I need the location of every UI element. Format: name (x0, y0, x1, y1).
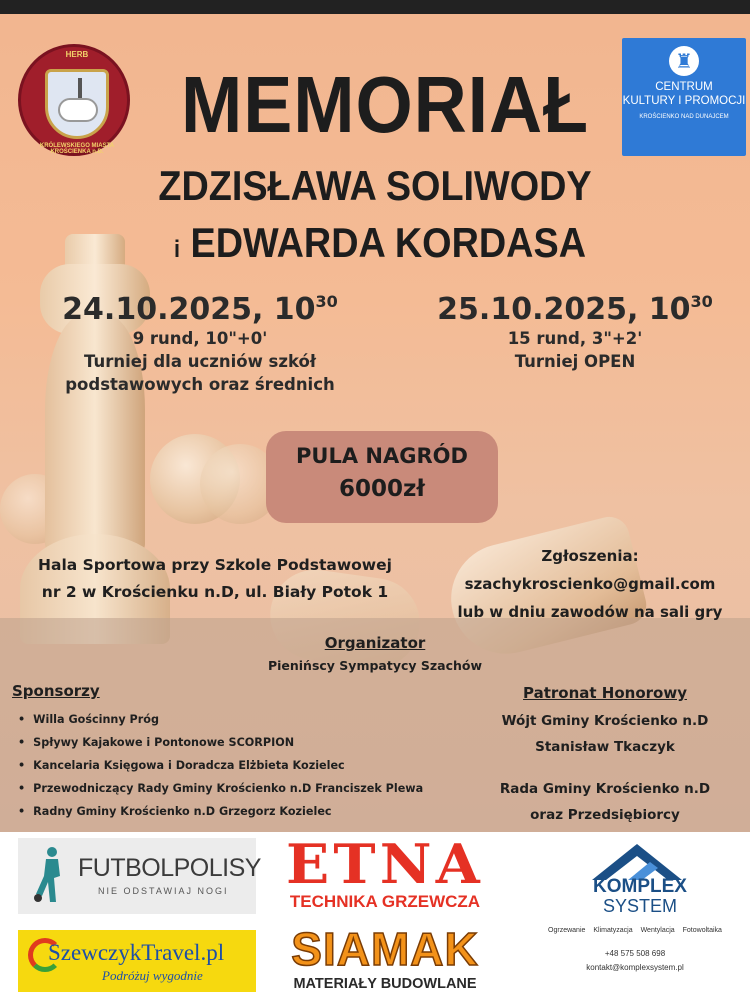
etna-sub: TECHNIKA GRZEWCZA (289, 892, 481, 911)
patronage-line: Rada Gminy Krościenko n.D (499, 781, 711, 797)
patronage-line: oraz Przedsiębiorcy (530, 807, 680, 823)
prize-pool-box (266, 431, 498, 523)
sponsors-list (18, 708, 423, 823)
patronage-council (470, 776, 740, 828)
title-name2 (164, 219, 596, 267)
patronage-heading: Patronat Honorowy (523, 684, 687, 702)
komplex-sub: SYSTEM (602, 896, 677, 916)
event-day1 (10, 292, 390, 396)
travel-sub: Podróżuj wygodnie (102, 968, 203, 983)
venue-line: Hala Sportowa przy Szkole Podstawowej (38, 556, 392, 574)
organizer-heading: Organizator (324, 634, 426, 652)
event-time-minutes: 30 (690, 292, 713, 311)
crest-ring-text: KRÓLEWSKIEGO MIASTA KROŚCIENKA n.D. (39, 143, 115, 155)
registration-info (440, 542, 740, 626)
town-crest-logo (18, 44, 130, 156)
list-item: • Spływy Kajakowe i Pontonowe SCORPION (18, 731, 423, 754)
event-desc: Turniej OPEN (514, 352, 636, 371)
top-bar (0, 0, 750, 14)
komplex-name: KOMPLEX (593, 876, 687, 897)
komplex-services: Ogrzewanie Klimatyzacja Wentylacja Fotowoltaika (548, 927, 722, 934)
list-item: • Kancelaria Księgowa i Doradcza Elżbieta Kozielec (18, 754, 423, 777)
title-conjunction: i (173, 236, 180, 263)
list-item: • Radny Gminy Krościenko n.D Grzegorz Kozielec (18, 800, 423, 823)
title-name2-text: EDWARDA KORDASA (190, 219, 587, 266)
title-name1: ZDZISŁAWA SOLIWODY (158, 162, 592, 209)
crest-top-text: HERB (65, 50, 89, 59)
event-desc: podstawowych oraz średnich (65, 375, 335, 394)
sponsor-logos-strip (0, 832, 750, 1000)
prize-label: PULA NAGRÓD (296, 444, 468, 468)
centrum-sub: KROŚCIENKO NAD DUNAJCEM (639, 114, 729, 120)
event-format: 9 rund, 10"+0' (132, 329, 268, 348)
poster (0, 14, 750, 832)
event-format: 15 rund, 3"+2' (507, 329, 643, 348)
centrum-line2: KULTURY I PROMOCJI (622, 95, 746, 107)
futbolpolisy-logo (18, 838, 261, 914)
patronage-line: Wójt Gminy Krościenko n.D (501, 713, 709, 729)
event-day2 (405, 292, 745, 373)
sponsors-heading: Sponsorzy (12, 682, 100, 700)
title-memorial: MEMORIAŁ (180, 60, 590, 149)
organizer-name: Pienińscy Sympatycy Szachów (267, 658, 483, 673)
futbol-sub: NIE ODSTAWIAJ NOGI (98, 886, 229, 896)
komplex-email[interactable]: kontakt@komplexsystem.pl (586, 963, 684, 972)
etna-logo: ETNA (285, 832, 485, 896)
futbol-name: FUTBOLPOLISY (78, 854, 261, 882)
komplex-phone: +48 575 508 698 (604, 949, 666, 958)
travel-name: SzewczykTravel.pl (48, 940, 225, 965)
event-date-text: 25.10.2025, 10 (437, 292, 691, 327)
centrum-kultury-logo (622, 38, 746, 156)
centrum-line1: CENTRUM (655, 81, 713, 93)
event-desc: Turniej dla uczniów szkół (84, 352, 316, 371)
siamak-sub: MATERIAŁY BUDOWLANE (293, 976, 477, 992)
szewczyk-travel-logo (18, 930, 256, 992)
event-date (405, 292, 745, 327)
lamb-icon (58, 98, 98, 122)
venue-address (10, 552, 420, 606)
footballer-icon (32, 846, 66, 904)
registration-email[interactable]: szachykroscienko@gmail.com (464, 575, 716, 593)
event-time-minutes: 30 (315, 292, 338, 311)
registration-heading: Zgłoszenia: (541, 547, 639, 565)
event-date-text: 24.10.2025, 10 (62, 292, 316, 327)
siamak-logo: SIAMAK (291, 923, 479, 975)
list-item: • Willa Gościnny Próg (18, 708, 423, 731)
event-date (10, 292, 390, 327)
venue-line: nr 2 w Krościenku n.D, ul. Biały Potok 1 (41, 583, 389, 601)
crest-shield (45, 69, 109, 139)
patronage-line: Stanisław Tkaczyk (535, 739, 675, 755)
crest-icon: ♜ (669, 46, 699, 76)
patronage-mayor (470, 708, 740, 760)
prize-amount: 6000zł (339, 476, 425, 502)
registration-alt: lub w dniu zawodów na sali gry (457, 603, 723, 621)
list-item: • Przewodniczący Rady Gminy Krościenko n.D Franciszek Plewa (18, 777, 423, 800)
